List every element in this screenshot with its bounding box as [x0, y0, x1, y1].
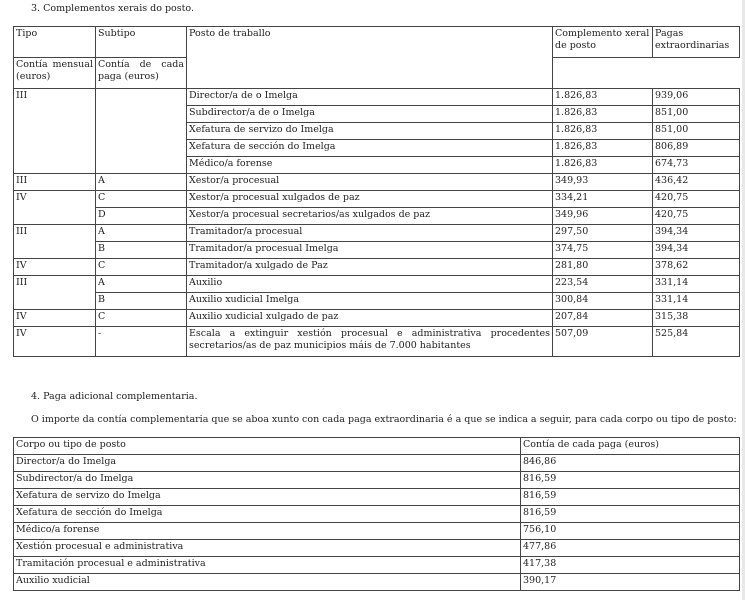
cell-subtipo: B [96, 242, 187, 259]
cell-posto: Tramitador/a xulgado de Paz [187, 259, 553, 276]
cell-complemento: 223,54 [553, 276, 653, 293]
cell-pagas: 378,62 [653, 259, 740, 276]
cell-posto: Auxilio [187, 276, 553, 293]
cell-subtipo: A [96, 276, 187, 293]
cell-pagas: 525,84 [653, 327, 740, 357]
cell-pagas: 394,34 [653, 242, 740, 259]
table-row [14, 293, 740, 310]
cell-subtipo: C [96, 310, 187, 327]
table2-body [14, 455, 740, 591]
section-3-title: 3. Complementos xerais do posto. [31, 3, 195, 14]
cell-pagas: 851,00 [653, 106, 740, 123]
table-row [14, 506, 740, 523]
cell-contia: 417,38 [521, 557, 740, 574]
cell-posto: Director/a de o Imelga [187, 89, 553, 106]
cell-complemento: 334,21 [553, 191, 653, 208]
cell-posto: Xestor/a procesual [187, 174, 553, 191]
cell-posto: Escala a extinguir xestión procesual e administrativa procedentes secretarios/as de paz municipios máis de 7.000 habitantes [187, 327, 553, 357]
cell-contia: 477,86 [521, 540, 740, 557]
cell-tipo: IV [14, 191, 96, 225]
header-contia-paga: Contía de cada paga (euros) [96, 58, 187, 89]
table-row [14, 557, 740, 574]
cell-tipo: III [14, 276, 96, 310]
cell-subtipo [96, 89, 187, 174]
cell-tipo: IV [14, 259, 96, 276]
cell-pagas: 315,38 [653, 310, 740, 327]
cell-posto: Subdirector/a de o Imelga [187, 106, 553, 123]
cell-pagas: 436,42 [653, 174, 740, 191]
cell-subtipo: C [96, 191, 187, 208]
cell-contia: 756,10 [521, 523, 740, 540]
additional-pay-table [13, 437, 740, 591]
table2-header-row [14, 438, 740, 455]
table-row [14, 225, 740, 242]
table-row [14, 208, 740, 225]
cell-pagas: 420,75 [653, 191, 740, 208]
table-row [14, 489, 740, 506]
cell-complemento: 1.826,83 [553, 89, 653, 106]
cell-complemento: 1.826,83 [553, 140, 653, 157]
table-row [14, 327, 740, 357]
cell-pagas: 331,14 [653, 276, 740, 293]
table1-body [14, 89, 740, 357]
cell-pagas: 806,89 [653, 140, 740, 157]
cell-complemento: 1.826,83 [553, 106, 653, 123]
cell-corpo: Subdirector/a do Imelga [14, 472, 521, 489]
cell-tipo: IV [14, 327, 96, 357]
cell-contia: 816,59 [521, 489, 740, 506]
cell-posto: Xefatura de servizo do Imelga [187, 123, 553, 140]
header-blank-cell [553, 58, 740, 89]
cell-corpo: Xefatura de sección do Imelga [14, 506, 521, 523]
cell-corpo: Médico/a forense [14, 523, 521, 540]
cell-tipo: III [14, 174, 96, 191]
table-row [14, 191, 740, 208]
cell-subtipo: A [96, 174, 187, 191]
cell-subtipo: A [96, 225, 187, 242]
cell-tipo: III [14, 225, 96, 259]
header-corpo: Corpo ou tipo de posto [14, 438, 521, 455]
cell-subtipo: D [96, 208, 187, 225]
cell-tipo: III [14, 89, 96, 174]
section-4-title: 4. Paga adicional complementaria. [31, 391, 198, 402]
cell-posto: Auxilio xudicial Imelga [187, 293, 553, 310]
cell-corpo: Xestión procesual e administrativa [14, 540, 521, 557]
cell-posto: Xefatura de sección do Imelga [187, 140, 553, 157]
header-pagas: Pagas extraordinarias [653, 27, 740, 58]
cell-contia: 390,17 [521, 574, 740, 591]
cell-contia: 816,59 [521, 472, 740, 489]
table-row [14, 276, 740, 293]
table-row [14, 310, 740, 327]
cell-posto: Tramitador/a procesual Imelga [187, 242, 553, 259]
table-row [14, 523, 740, 540]
cell-pagas: 331,14 [653, 293, 740, 310]
table-row [14, 455, 740, 472]
table1-header-row [14, 27, 740, 58]
cell-complemento: 507,09 [553, 327, 653, 357]
header-contia-mensual: Contía mensual (euros) [14, 58, 96, 89]
cell-posto: Xestor/a procesual xulgados de paz [187, 191, 553, 208]
cell-complemento: 1.826,83 [553, 123, 653, 140]
cell-subtipo: B [96, 293, 187, 310]
cell-pagas: 851,00 [653, 123, 740, 140]
cell-posto: Médico/a forense [187, 157, 553, 174]
cell-pagas: 420,75 [653, 208, 740, 225]
cell-complemento: 297,50 [553, 225, 653, 242]
cell-complemento: 349,96 [553, 208, 653, 225]
table-row [14, 174, 740, 191]
cell-complemento: 207,84 [553, 310, 653, 327]
header-subtipo: Subtipo [96, 27, 187, 58]
cell-pagas: 939,06 [653, 89, 740, 106]
cell-complemento: 374,75 [553, 242, 653, 259]
header-complemento: Complemento xeral de posto [553, 27, 653, 58]
table-row [14, 472, 740, 489]
table-row [14, 540, 740, 557]
cell-subtipo: C [96, 259, 187, 276]
table-row [14, 242, 740, 259]
cell-complemento: 349,93 [553, 174, 653, 191]
cell-complemento: 300,84 [553, 293, 653, 310]
cell-complemento: 1.826,83 [553, 157, 653, 174]
cell-subtipo: - [96, 327, 187, 357]
table-row [14, 89, 740, 106]
table-row [14, 259, 740, 276]
cell-posto: Xestor/a procesual secretarios/as xulgados de paz [187, 208, 553, 225]
cell-contia: 846,86 [521, 455, 740, 472]
table-row [14, 574, 740, 591]
header-tipo: Tipo [14, 27, 96, 58]
cell-posto: Tramitador/a procesual [187, 225, 553, 242]
general-complements-table [13, 26, 740, 357]
cell-corpo: Director/a do Imelga [14, 455, 521, 472]
header-contia: Contía de cada paga (euros) [521, 438, 740, 455]
cell-pagas: 674,73 [653, 157, 740, 174]
cell-corpo: Xefatura de servizo do Imelga [14, 489, 521, 506]
cell-complemento: 281,80 [553, 259, 653, 276]
cell-pagas: 394,34 [653, 225, 740, 242]
header-posto: Posto de traballo [187, 27, 553, 89]
section-4-intro: O importe da contía complementaria que se aboa xunto con cada paga extraordinaria é a que se indica a seguir, para cada corpo ou tipo de posto: [31, 414, 737, 425]
cell-corpo: Tramitación procesual e administrativa [14, 557, 521, 574]
cell-contia: 816,59 [521, 506, 740, 523]
cell-tipo: IV [14, 310, 96, 327]
cell-posto: Auxilio xudicial xulgado de paz [187, 310, 553, 327]
cell-corpo: Auxilio xudicial [14, 574, 521, 591]
